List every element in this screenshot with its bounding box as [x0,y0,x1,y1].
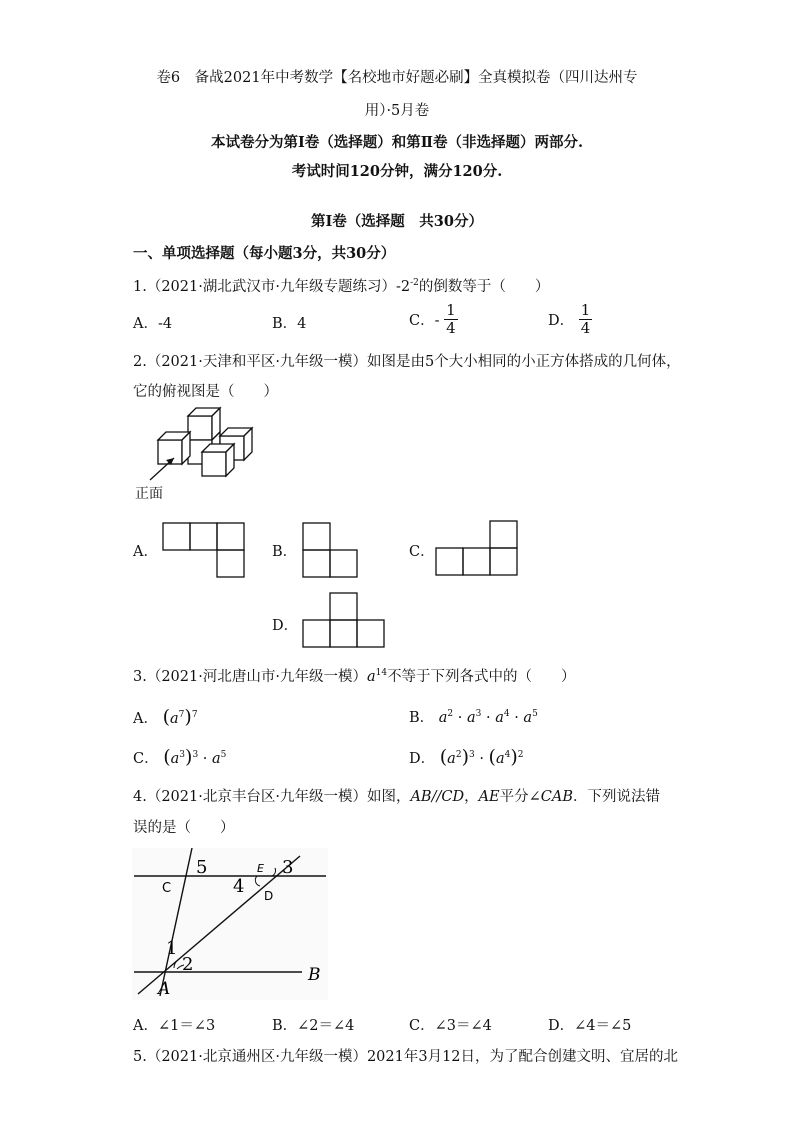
fraction-numerator: 1 [580,301,591,319]
fig-label-4: 4 [233,876,245,897]
intro-line1: 本试卷分为第Ⅰ卷（选择题）和第Ⅱ卷（非选择题）两部分. [210,134,584,151]
fraction-numerator: 1 [446,301,456,319]
q3-exponent: 14 [375,668,388,679]
q1-option-d-fraction [579,302,593,337]
q2-option-b-label: B． [272,544,298,560]
q3-option-a-label: A． [133,711,158,727]
q1-option-d-label: D． [548,313,575,329]
q5-stem: 5.（2021·北京通州区·九年级一模）2021年3月12日，为了配合创建文明、宜居的北 [133,1049,679,1065]
section-title: 第Ⅰ卷（选择题 共30分） [311,213,483,230]
doc-title-line1: 卷6 备战2021年中考数学【名校地市好题必刷】全真模拟卷（四川达州专 [156,70,638,86]
q4-bisector: AE [478,789,500,805]
q1-stem [133,275,549,296]
fig-label-3: 3 [282,857,294,878]
q4-option-c: C．∠3＝∠4 [409,1018,492,1034]
fig-label-b: B [308,965,321,985]
q2-option-d-label: D． [272,618,299,634]
q2-option-c-figure [435,520,519,576]
fraction-denominator: 4 [580,319,591,337]
q1-option-d [548,302,592,337]
q3-option-b: B． $a^2 \cdot a^3 \cdot a^4 \cdot a^5$ [409,709,538,726]
q2-option-a-label: A． [133,544,158,560]
q4-option-a: A．∠1＝∠3 [133,1018,216,1034]
q2-option-b-figure [302,522,359,578]
q2-stem-line1: 2.（2021·天津和平区·九年级一模）如图是由5个大小相同的小正方体搭成的几何体， [133,354,681,370]
q4-stem-part: 平分 [499,789,529,805]
fig-label-1: 1 [166,938,178,959]
q1-option-a: A．-4 [133,316,173,332]
q3-stem [133,665,576,686]
q4-option-b: B．∠2＝∠4 [272,1018,355,1034]
q3-base: a [366,669,376,685]
fig-label-d: D [264,889,274,903]
q2-option-c-label: C． [409,544,435,560]
q1-option-c [409,302,458,337]
intro-line2: 考试时间120分钟，满分120分. [291,163,503,180]
q4-stem-part: ， [464,789,479,805]
q2-option-a-figure [162,522,246,578]
q2-option-d-figure [302,592,386,648]
q3-option-c-label: C． [133,751,159,767]
fig-label-2: 2 [182,954,194,975]
q3-option-d: D． $(a^2)^3 \cdot (a^4)^2$ [409,746,524,768]
part-heading: 一、单项选择题（每小题3分，共30分） [133,245,396,262]
fraction-denominator: 4 [446,319,456,337]
q3-option-d-label: D． [409,751,436,767]
q4-angle-expr: ∠CAB [528,789,574,805]
q3-option-a: A． $(a^7)^7$ [133,706,198,728]
fig-label-e: E [257,862,264,875]
q4-stem-line1 [133,785,660,806]
fig-label-a: A [158,979,171,999]
q1-option-b: B．4 [272,316,307,332]
q4-stem-part: ．下列说法错 [573,789,661,805]
q3-option-c: C． $(a^3)^3 \cdot a^5$ [133,746,227,768]
q4-stem-line2: 误的是（ ） [133,820,235,836]
q1-option-c-label: C．- [409,313,440,329]
doc-title-line2: 用）·5月卷 [364,103,430,119]
q2-stem-line2: 它的俯视图是（ ） [133,384,278,400]
q4-parallel-expr: AB//CD [410,789,465,805]
q4-parallel-lines-figure [132,848,328,1000]
q4-option-d: D．∠4＝∠5 [548,1018,632,1034]
q4-stem-part: 4.（2021·北京丰台区·九年级一模）如图， [133,789,411,805]
q3-option-b-label: B． [409,710,435,726]
q1-exponent: -2 [410,278,419,289]
q3-stem-tail: 不等于下列各式中的（ ） [387,669,576,685]
q3-stem-text: 3.（2021·河北唐山市·九年级一模） [133,669,367,685]
fig-label-5: 5 [196,857,208,878]
q1-option-c-fraction [444,302,458,337]
front-label: 正面 [135,486,163,502]
q1-stem-text: 1.（2021·湖北武汉市·九年级专题练习）-2 [133,279,411,295]
q1-stem-tail: 的倒数等于（ ） [418,279,550,295]
fig-label-c: C [162,881,172,896]
